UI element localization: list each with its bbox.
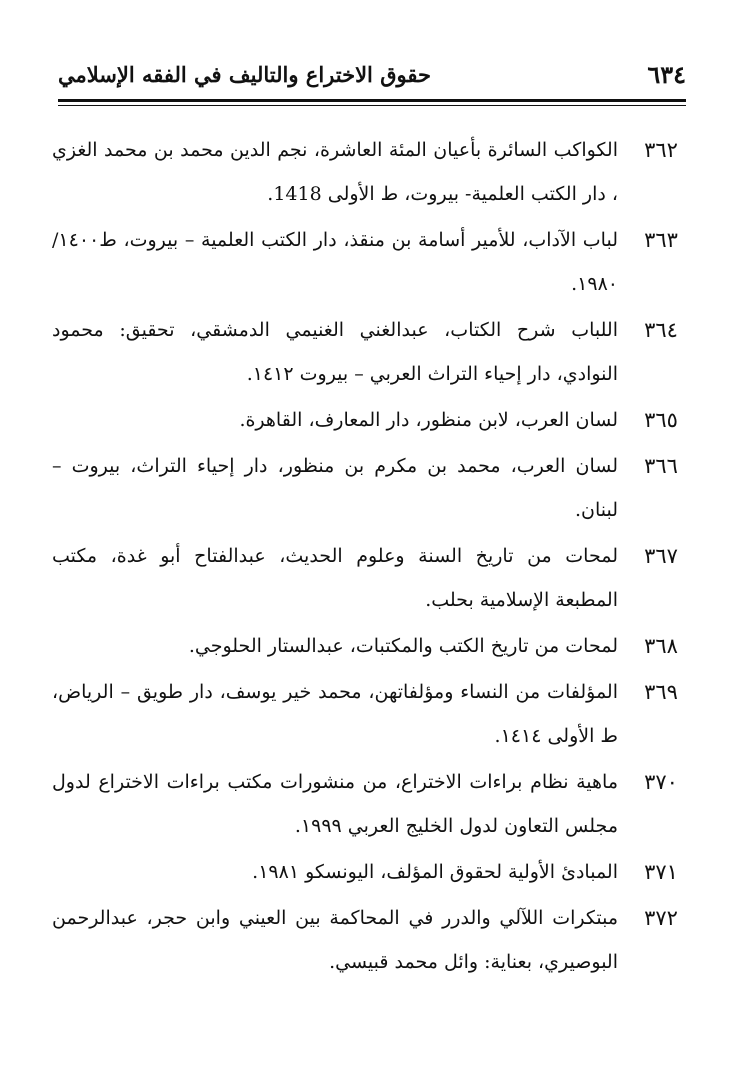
- bibliography-entry-364: [52, 308, 678, 396]
- bibliography-entry-362: [52, 128, 678, 216]
- entry-text: لمحات من تاريخ الكتب والمكتبات، عبدالستار الحلوجي.: [188, 635, 618, 657]
- bibliography-entry-368: [52, 624, 678, 668]
- bibliography-entry-370: [52, 760, 678, 848]
- bibliography-entry-372: [52, 896, 678, 984]
- bibliography-entry-367: [52, 534, 678, 622]
- entry-number: ٣٦٤: [644, 318, 678, 342]
- entry-text: ماهية نظام براءات الاختراع، من منشورات مكتب براءات الاختراع لدول مجلس التعاون لدول الخليج العربي ١٩٩٩.: [52, 771, 618, 837]
- bibliography-list: [52, 128, 678, 984]
- page-number: ٦٣٤: [647, 59, 686, 89]
- header-rule-thick: [58, 99, 686, 102]
- bibliography-entry-371: [52, 850, 678, 894]
- entry-number: ٣٦٥: [644, 408, 678, 432]
- entry-text: مبتكرات اللآلي والدرر في المحاكمة بين العيني وابن حجر، عبدالرحمن البوصيري، بعناية: وائل محمد قبيسي.: [52, 907, 618, 973]
- bibliography-entry-366: [52, 444, 678, 532]
- entry-text: اللباب شرح الكتاب، عبدالغني الغنيمي الدمشقي، تحقيق: محمود النوادي، دار إحياء التراث العربي – بيروت ١٤١٢.: [52, 319, 618, 385]
- bibliography-entry-363: [52, 218, 678, 306]
- bibliography-entry-369: [52, 670, 678, 758]
- entry-number: ٣٦٢: [644, 138, 678, 162]
- entry-text: المبادئ الأولية لحقوق المؤلف، اليونسكو ١٩٨١.: [252, 861, 618, 883]
- entry-number: ٣٦٧: [644, 544, 678, 568]
- entry-number: ٣٦٨: [644, 634, 678, 658]
- entry-text: المؤلفات من النساء ومؤلفاتهن، محمد خير يوسف، دار طويق – الرياض، ط الأولى ١٤١٤.: [52, 681, 618, 747]
- entry-text: لباب الآداب، للأمير أسامة بن منقذ، دار الكتب العلمية – بيروت، ط١٤٠٠/ ١٩٨٠.: [52, 229, 618, 295]
- entry-number: ٣٧١: [644, 860, 678, 884]
- entry-number: ٣٦٩: [644, 680, 678, 704]
- bibliography-entry-365: [52, 398, 678, 442]
- entry-number: ٣٦٦: [644, 454, 678, 478]
- entry-text: الكواكب السائرة بأعيان المئة العاشرة، نجم الدين محمد بن محمد الغزي ، دار الكتب العلمية- بيروت، ط الأولى 1418.: [52, 139, 618, 205]
- entry-text: لمحات من تاريخ السنة وعلوم الحديث، عبدالفتاح أبو غدة، مكتب المطبعة الإسلامية بحلب.: [52, 545, 618, 611]
- page-header: [58, 52, 686, 96]
- header-rule-thin: [58, 105, 686, 106]
- running-title: حقوق الاختراع والتاليف في الفقه الإسلامي: [58, 61, 431, 87]
- entry-number: ٣٦٣: [644, 228, 678, 252]
- entry-number: ٣٧٢: [644, 906, 678, 930]
- entry-text: لسان العرب، محمد بن مكرم بن منظور، دار إحياء التراث، بيروت – لبنان.: [52, 455, 618, 521]
- entry-text: لسان العرب، لابن منظور، دار المعارف، القاهرة.: [239, 409, 618, 431]
- entry-number: ٣٧٠: [644, 770, 678, 794]
